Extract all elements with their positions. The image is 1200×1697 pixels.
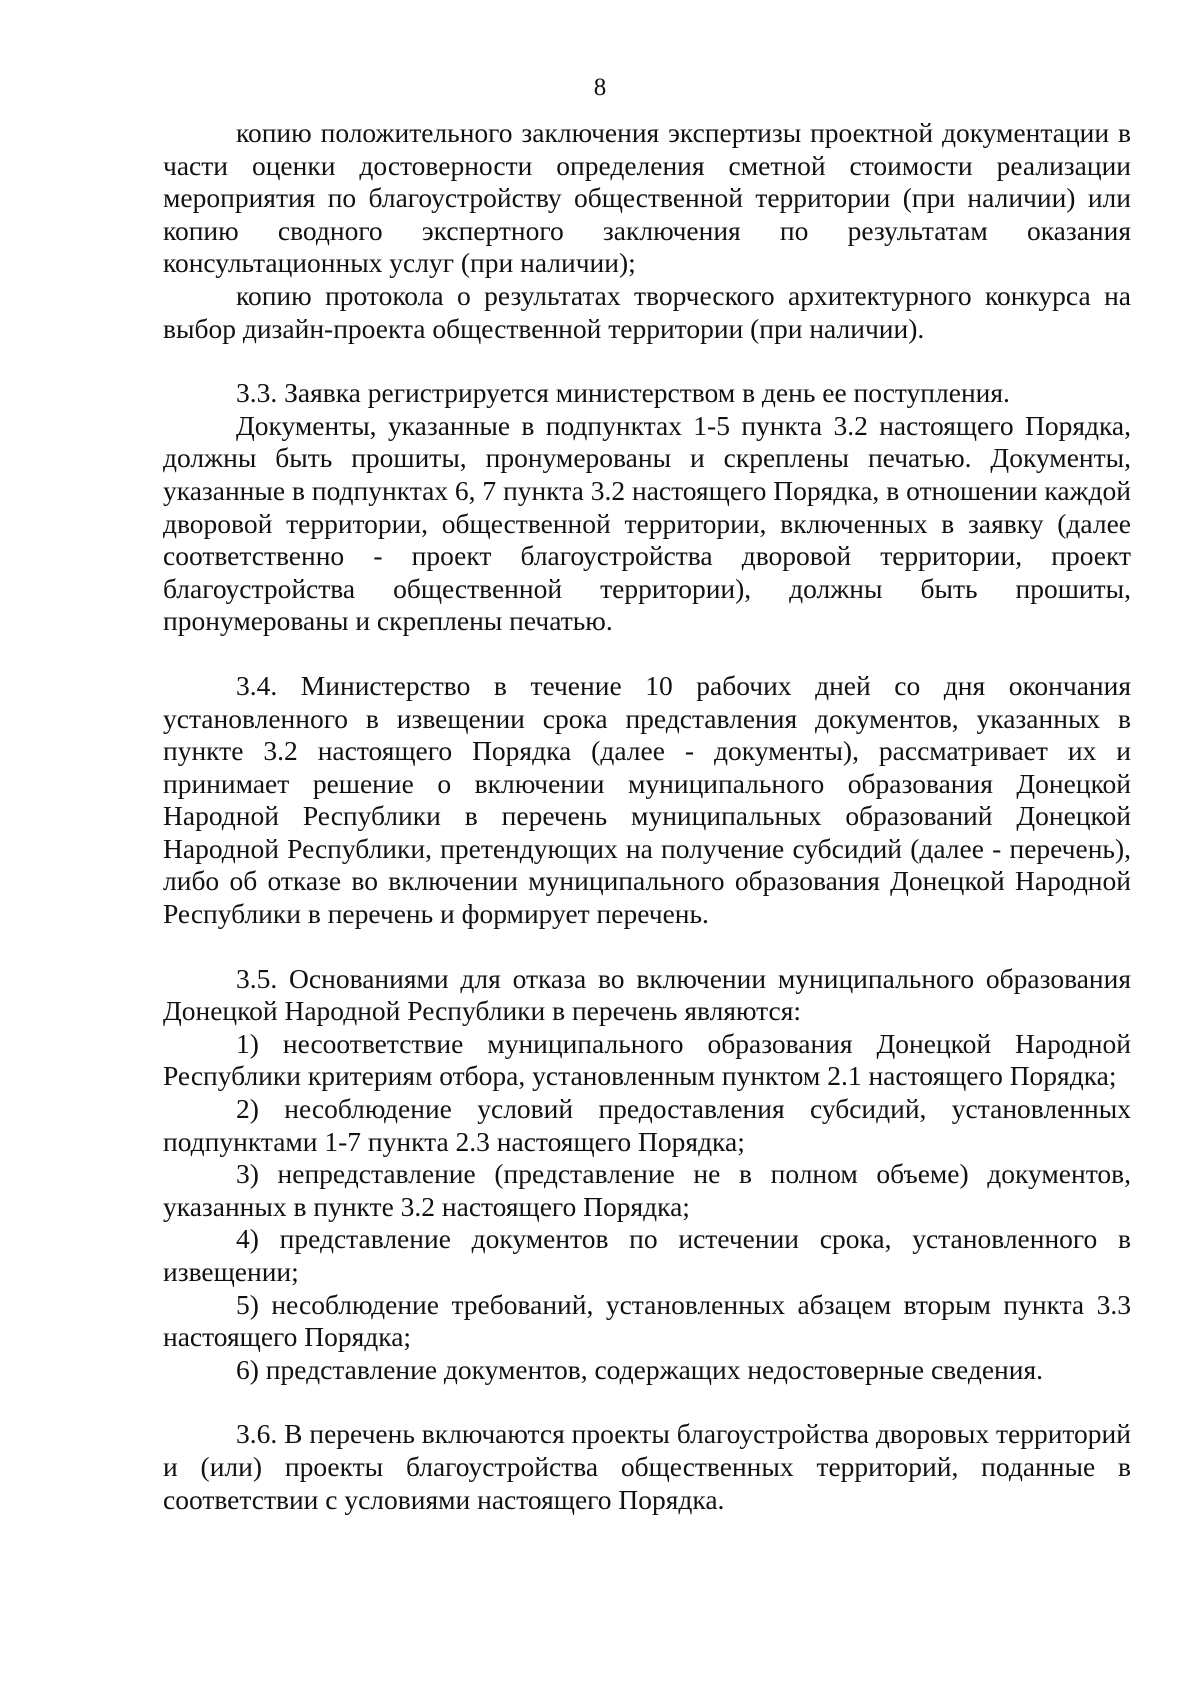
section-3-6-paragraph: 3.6. В перечень включаются проекты благоустройства дворовых территорий и (или) проекты благоустройства общественных территорий, поданные в соответствии с условиями настоящего Порядка. <box>163 1418 1131 1515</box>
section-3-3-paragraph: 3.3. Заявка регистрируется министерством в день ее поступления. <box>236 377 1010 409</box>
paragraph-expertise-copy: копию положительного заключения экспертизы проектной документации в части оценки достоверности определения сметной стоимости реализации мероприятия по благоустройству общественной территории (при наличии) или копию сводного экспертного заключения по результатам оказания консультационных услуг (при наличии); <box>163 117 1131 279</box>
section-3-4-paragraph: 3.4. Министерство в течение 10 рабочих дней со дня окончания установленного в извещении срока представления документов, указанных в пункте 3.2 настоящего Порядка (далее - документы), рассматривает их и принимает решение о включении муниципального образования Донецкой Народной Республики в перечень муниципальных образований Донецкой Народной Республики, претендующих на получение субсидий (далее - перечень), либо об отказе во включении муниципального образования Донецкой Народной Республики в перечень и формирует перечень. <box>163 669 1131 930</box>
section-3-5-paragraph: 3.5. Основаниями для отказа во включении муниципального образования Донецкой Народной Республики в перечень являются: <box>163 962 1131 1027</box>
refusal-ground-2: 2) несоблюдение условий предоставления субсидий, установленных подпунктами 1-7 пункта 2.3 настоящего Порядка; <box>163 1093 1131 1157</box>
paragraph-documents-requirements: Документы, указанные в подпунктах 1-5 пункта 3.2 настоящего Порядка, должны быть прошиты, пронумерованы и скреплены печатью. Документы, указанные в подпунктах 6, 7 пункта 3.2 настоящего Порядка, в отношении каждой дворовой территории, общественной территории, включенных в заявку (далее соответственно - проект благоустройства дворовой территории, проект благоустройства общественной территории), должны быть прошиты, пронумерованы и скреплены печатью. <box>163 409 1131 637</box>
refusal-ground-6: 6) представление документов, содержащих недостоверные сведения. <box>236 1353 1043 1385</box>
refusal-ground-1: 1) несоответствие муниципального образования Донецкой Народной Республики критериям отбора, установленным пунктом 2.1 настоящего Порядка; <box>163 1027 1131 1092</box>
document-body <box>163 117 1131 1516</box>
paragraph-competition-protocol: копию протокола о результатах творческого архитектурного конкурса на выбор дизайн-проекта общественной территории (при наличии). <box>163 279 1131 344</box>
refusal-ground-3: 3) непредставление (представление не в полном объеме) документов, указанных в пункте 3.2 настоящего Порядка; <box>163 1158 1131 1222</box>
refusal-ground-4: 4) представление документов по истечении срока, установленного в извещении; <box>163 1223 1131 1287</box>
page-number: 8 <box>593 74 607 101</box>
refusal-ground-5: 5) несоблюдение требований, установленных абзацем вторым пункта 3.3 настоящего Порядка; <box>163 1288 1131 1353</box>
